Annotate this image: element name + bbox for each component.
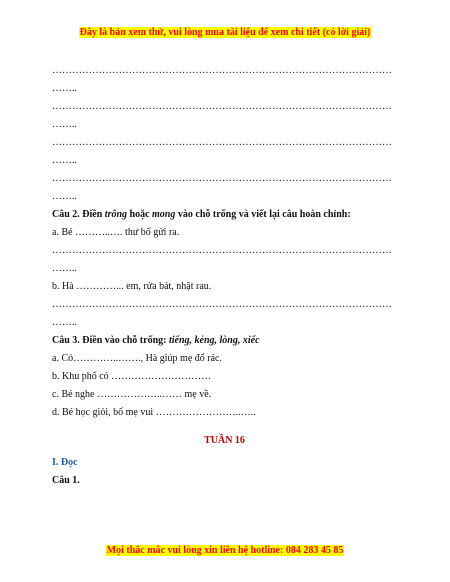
answer-line: ………………………………………………………………………………………… (52, 173, 392, 184)
question-3-item-b: b. Khu phố có ………………………… (52, 371, 212, 382)
hotline-text: Mọi thắc mắc vui lòng xin liên hệ hotline: 084 283 45 85 (106, 545, 344, 556)
answer-line-tail: …….. (52, 155, 77, 166)
question-3-heading: Câu 3. Điền vào chỗ trống: tiếng, kẻng, lòng, xiếc (52, 335, 260, 346)
answer-line: ………………………………………………………………………………………… (52, 137, 392, 148)
question-number: Câu 3. (52, 335, 80, 346)
week-title: TUẦN 16 (204, 435, 245, 446)
question-1-label: Câu 1. (52, 475, 80, 486)
hotline-banner (0, 545, 450, 557)
question-2-heading: Câu 2. Điền trông hoặc mong vào chỗ trống và viết lại câu hoàn chỉnh: (52, 209, 351, 220)
word-option: mong (152, 209, 176, 220)
question-number: Câu 2. (52, 209, 80, 220)
word-option: trông (104, 209, 128, 220)
answer-line: ………………………………………………………………………………………… (52, 299, 392, 310)
word-bank: tiếng, kẻng, lòng, xiếc (168, 335, 260, 346)
answer-line: ………………………………………………………………………………………… (52, 101, 392, 112)
preview-notice-text: Đây là bản xem thử, vui lòng mua tài liệu để xem chi tiết (có lời giải) (79, 27, 371, 38)
answer-line-tail: …….. (52, 119, 77, 130)
question-2-item-b: b. Hà …………... em, rửa bát, nhặt rau. (52, 281, 212, 292)
preview-notice-banner (0, 27, 450, 39)
answer-line-tail: …….. (52, 317, 77, 328)
answer-line: ………………………………………………………………………………………… (52, 65, 392, 76)
question-2-item-a: a. Bé ………..…. thư bố gửi ra. (52, 227, 180, 238)
answer-line-tail: …….. (52, 263, 77, 274)
answer-line: ………………………………………………………………………………………… (52, 245, 392, 256)
question-3-item-a: a. Có…………..……., Hà giúp mẹ đổ rác. (52, 353, 222, 364)
answer-line-tail: …….. (52, 83, 77, 94)
section-title: I. Đọc (52, 457, 78, 468)
answer-line-tail: …….. (52, 191, 77, 202)
question-3-item-d: d. Bé học giỏi, bố mẹ vui ……………………..….. (52, 407, 256, 418)
question-3-item-c: c. Bé nghe ………………..…… mẹ về. (52, 389, 212, 400)
worksheet-content (52, 62, 397, 490)
